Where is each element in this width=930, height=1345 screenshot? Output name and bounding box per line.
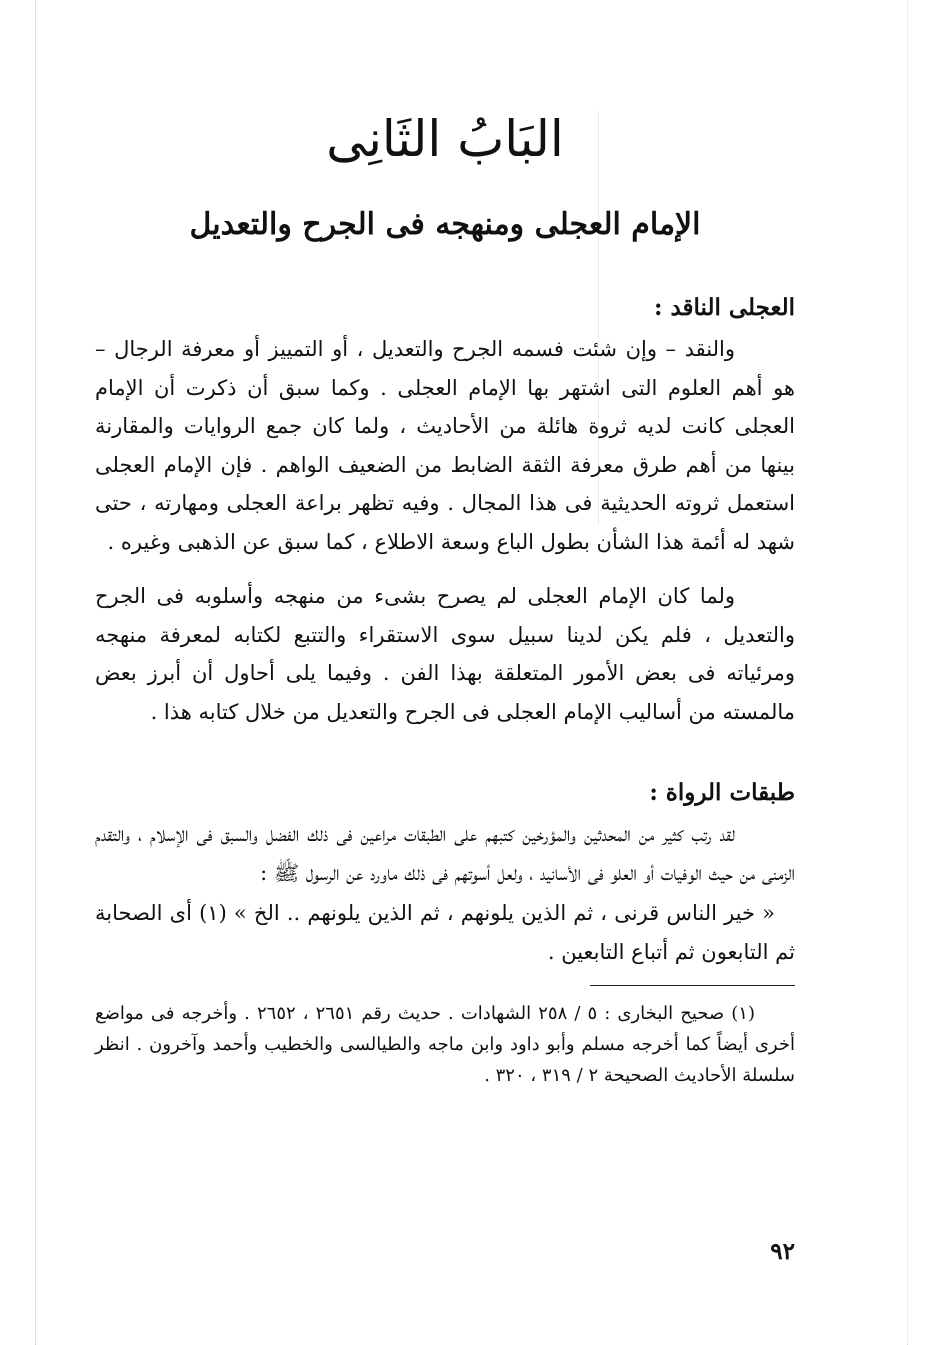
footnote: (١) صحيح البخارى : ٥ / ٢٥٨ الشهادات . حديث رقم ٢٦٥١ ، ٢٦٥٢ . وأخرجه فى مواضع أخرى أيضاً كما أخرجه مسلم وأبو داود وابن ماجه والطيالسى والخطيب وأحمد وآخرون . انظر سلسلة الأحاديث الصحيحة ٢ / ٣١٩ ، ٣٢٠ . (95, 1003, 795, 1086)
book-page (95, 100, 795, 1091)
scan-artifact-line (35, 0, 36, 1345)
paragraph: والنقد – وإن شئت فسمه الجرح والتعديل ، أو التمييز أو معرفة الرجال – هو أهم العلوم التى اشتهر بها الإمام العجلى . وكما سبق أن ذكرت أن الإمام العجلى كانت لديه ثروة هائلة من الأحاديث ، ولما كان جمع الروايات والمقارنة بينها من أهم طرق معرفة الثقة الضابط من الضعيف الواهم . فإن الإمام العجلى استعمل ثروته الحديثية فى هذا المجال . وفيه تظهر براعة العجلى ومهارته ، حتى شهد له أئمة هذا الشأن بطول الباع وسعة الاطلاع ، كما سبق عن الذهبى وغيره . (95, 337, 795, 554)
footnote-divider (590, 985, 795, 986)
section-heading: طبقات الرواة : (649, 779, 795, 806)
hadith-quote: « خير الناس قرنى ، ثم الذين يلونهم ، ثم الذين يلونهم .. الخ » (١) أى الصحابة ثم التابعون ثم أتباع التابعين . (95, 901, 795, 964)
page-number: ٩٢ (770, 1238, 795, 1265)
section-critic (95, 290, 795, 731)
paragraph: ولما كان الإمام العجلى لم يصرح بشىء من منهجه وأسلوبه فى الجرح والتعديل ، فلم يكن لدينا سبيل سوى الاستقراء والتتبع لكتابه لمعرفة منهجه ومرئياته فى بعض الأمور المتعلقة بهذا الفن . وفيما يلى أحاول أن أبرز بعض مالمسته من أساليب الإمام العجلى فى الجرح والتعديل من خلال كتابه هذا . (95, 584, 795, 724)
paragraph: لقد رتب كثير من المحدثين والمؤرخين كتبهم على الطبقات مراعين فى ذلك الفضل والسبق فى الإسلام ، والتقدم الزمنى من حيث الوفيات أو العلو فى الأسانيد ، ولعل أسوتهم فى ذلك ماورد عن الرسول ﷺ : (95, 822, 795, 885)
chapter-subtitle: الإمام العجلى ومنهجه فى الجرح والتعديل (189, 207, 701, 242)
chapter-title: البَابُ الثَانِى (326, 110, 564, 168)
section-heading: العجلى الناقد : (653, 294, 795, 321)
section-narrator-classes (95, 775, 795, 971)
scan-artifact-line (907, 0, 908, 1345)
